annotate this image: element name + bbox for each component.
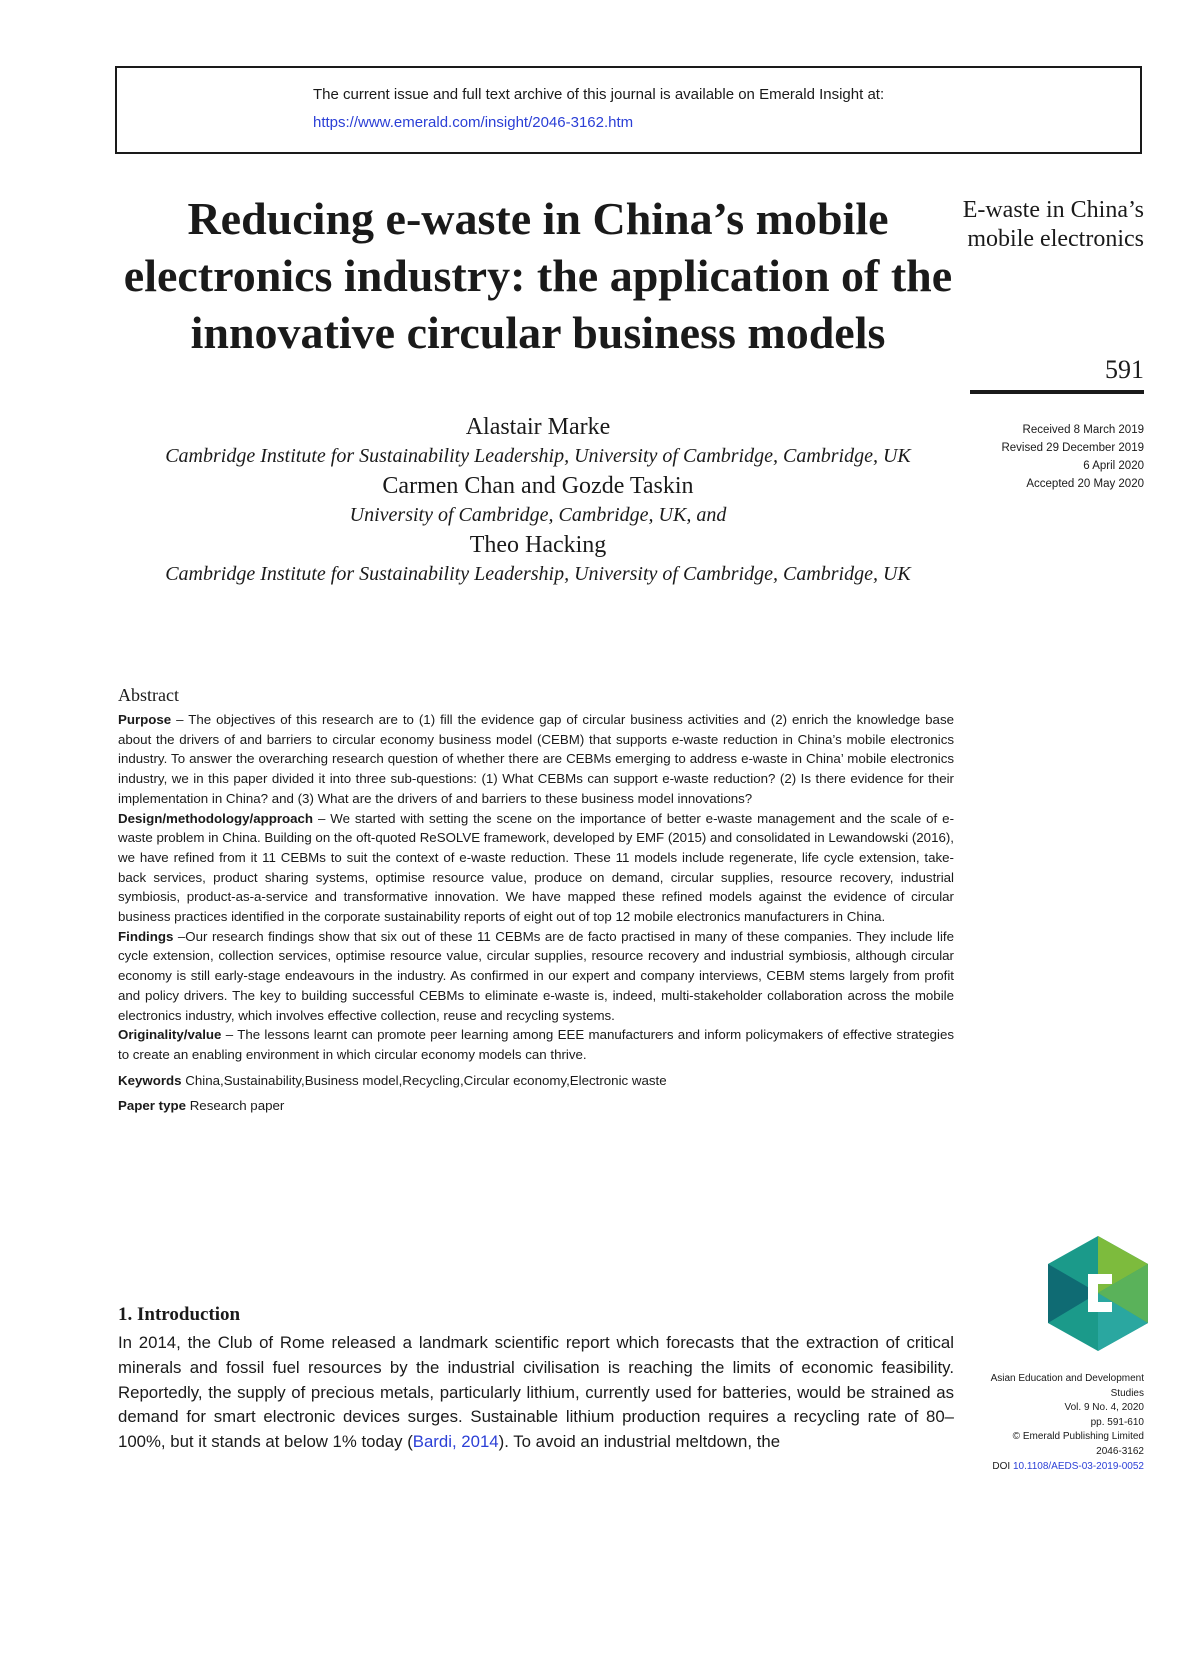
purpose-label: Purpose <box>118 712 172 727</box>
originality-label: Originality/value <box>118 1027 222 1043</box>
page-number: 591 <box>1105 355 1144 384</box>
intro-text: In 2014, the Club of Rome released a landmark scientific report which forecasts that the extraction of critical minerals and fossil fuel resources by the industrial civilisation is reaching the limits of economic feasibility. Reportedly, the supply of precious metals, particularly lithium, currently used for batteries, would be strained as demand for smart electronic devices surges. Sustainable lithium production requires a recycling rate of 80–100%, but it stands at below 1% today ( <box>118 1333 954 1452</box>
introduction-heading: 1. Introduction <box>118 1304 241 1325</box>
author-name: Theo Hacking <box>469 532 607 558</box>
doi-label: DOI <box>992 1460 1011 1472</box>
design-label: Design/methodology/approach <box>118 810 314 826</box>
introduction-paragraph <box>118 1331 954 1455</box>
keywords-label: Keywords <box>118 1072 182 1088</box>
author-name: Carmen Chan and Gozde Taskin <box>382 473 694 499</box>
author-affiliation: University of Cambridge, Cambridge, UK, and <box>349 504 727 526</box>
paper-type-label: Paper type <box>118 1098 186 1114</box>
article-title: Reducing e-waste in China’s mobile electronics industry: the application of the innovative circular business models <box>123 193 953 358</box>
keywords <box>118 1071 954 1091</box>
submission-dates <box>960 421 1144 493</box>
journal-name: Asian Education and Development Studies <box>990 1373 1144 1399</box>
keywords-text: China,Sustainability,Business model,Recycling,Circular economy,Electronic waste <box>181 1072 667 1088</box>
emerald-logo-icon <box>1048 1236 1148 1351</box>
revised-date: Revised 29 December 2019 <box>1001 442 1144 454</box>
abstract-design <box>118 809 954 927</box>
introduction-section <box>118 1302 954 1455</box>
intro-text-end: ). To avoid an industrial meltdown, the <box>498 1432 781 1452</box>
abstract-findings <box>118 927 954 1026</box>
revised-date-2: 6 April 2020 <box>1083 460 1144 472</box>
purpose-text: – The objectives of this research are to (1) fill the evidence gap of circular business activities and (2) enrich the knowledge base about the drivers of and barriers to circular economy business model (CEBM) that supports e-waste reduction in China’s mobile electronics industry. To answer the overarching research question of whether there are CEBMs emerging to address e-waste in China’ mobile electronics industry, we in this paper divided it into three sub-questions: (1) What CEBMs can support e-waste reduction? (2) Is there evidence for their implementation in China? and (3) What are the drivers of and barriers to these business model innovations? <box>118 712 954 806</box>
journal-info <box>960 1372 1144 1474</box>
author-block <box>108 412 968 589</box>
journal-url-link[interactable]: https://www.emerald.com/insight/2046-3162.htm <box>313 114 634 131</box>
abstract-section <box>118 682 954 1116</box>
notice-text: The current issue and full text archive of this journal is available on Emerald Insight at: <box>313 86 885 103</box>
issn: 2046-3162 <box>1096 1445 1144 1457</box>
paper-type-text: Research paper <box>186 1098 285 1114</box>
running-title: E-waste in China’s mobile electronics <box>962 197 1144 252</box>
findings-text: –Our research findings show that six out of these 11 CEBMs are de facto practised in many of these companies. They include life cycle extension, collection services, optimise resource value, circular supplies, resource recovery and industrial symbiosis, although circular economy is still early-stage endeavours in the industry. As confirmed in our expert and company interviews, CEBM stems largely from profit and policy drivers. The key to building successful CEBMs to eliminate e-waste is, indeed, multi-stakeholder collaboration across the mobile electronics industry, which involves effective collection, reuse and recycling systems. <box>118 928 954 1023</box>
abstract-originality <box>118 1025 954 1064</box>
accepted-date: Accepted 20 May 2020 <box>1026 478 1144 490</box>
journal-pages: pp. 591-610 <box>1090 1416 1144 1428</box>
author-affiliation: Cambridge Institute for Sustainability Leadership, University of Cambridge, Cambridge, UK <box>165 445 911 467</box>
author-affiliation: Cambridge Institute for Sustainability Leadership, University of Cambridge, Cambridge, UK <box>165 563 911 585</box>
design-text: – We started with setting the scene on the importance of better e-waste management and the scale of e-waste problem in China. Building on the oft-quoted ReSOLVE framework, developed by EMF (2015) and consolidated in Lewandowski (2016), we have refined from it 11 CEBMs to suit the context of e-waste reduction. These 11 models include regenerate, life cycle extension, take-back services, product sharing systems, optimise resource value, produce on demand, circular supplies, resource recovery, industrial symbiosis, product-as-a-service and transformative innovation. We have mapped these refined models against the evidence of circular business practices identified in the corporate sustainability reports of eight out of top 12 mobile electronics manufacturers in China. <box>118 810 954 925</box>
citation-link[interactable]: Bardi, 2014 <box>412 1432 499 1452</box>
abstract-heading: Abstract <box>118 685 179 705</box>
paper-type <box>118 1096 954 1116</box>
originality-text: – The lessons learnt can promote peer learning among EEE manufacturers and inform policymakers of effective strategies to create an enabling environment in which circular economy models can thrive. <box>118 1027 954 1062</box>
findings-label: Findings <box>118 928 174 944</box>
author-name: Alastair Marke <box>465 414 611 440</box>
doi-line <box>960 1460 1144 1475</box>
abstract-purpose <box>118 710 954 809</box>
publisher: © Emerald Publishing Limited <box>1012 1431 1144 1443</box>
journal-volume: Vol. 9 No. 4, 2020 <box>1064 1402 1144 1414</box>
doi-link[interactable]: 10.1108/AEDS-03-2019-0052 <box>1012 1460 1144 1472</box>
journal-notice-box <box>115 66 1142 154</box>
margin-divider <box>970 390 1144 394</box>
received-date: Received 8 March 2019 <box>1022 424 1144 436</box>
